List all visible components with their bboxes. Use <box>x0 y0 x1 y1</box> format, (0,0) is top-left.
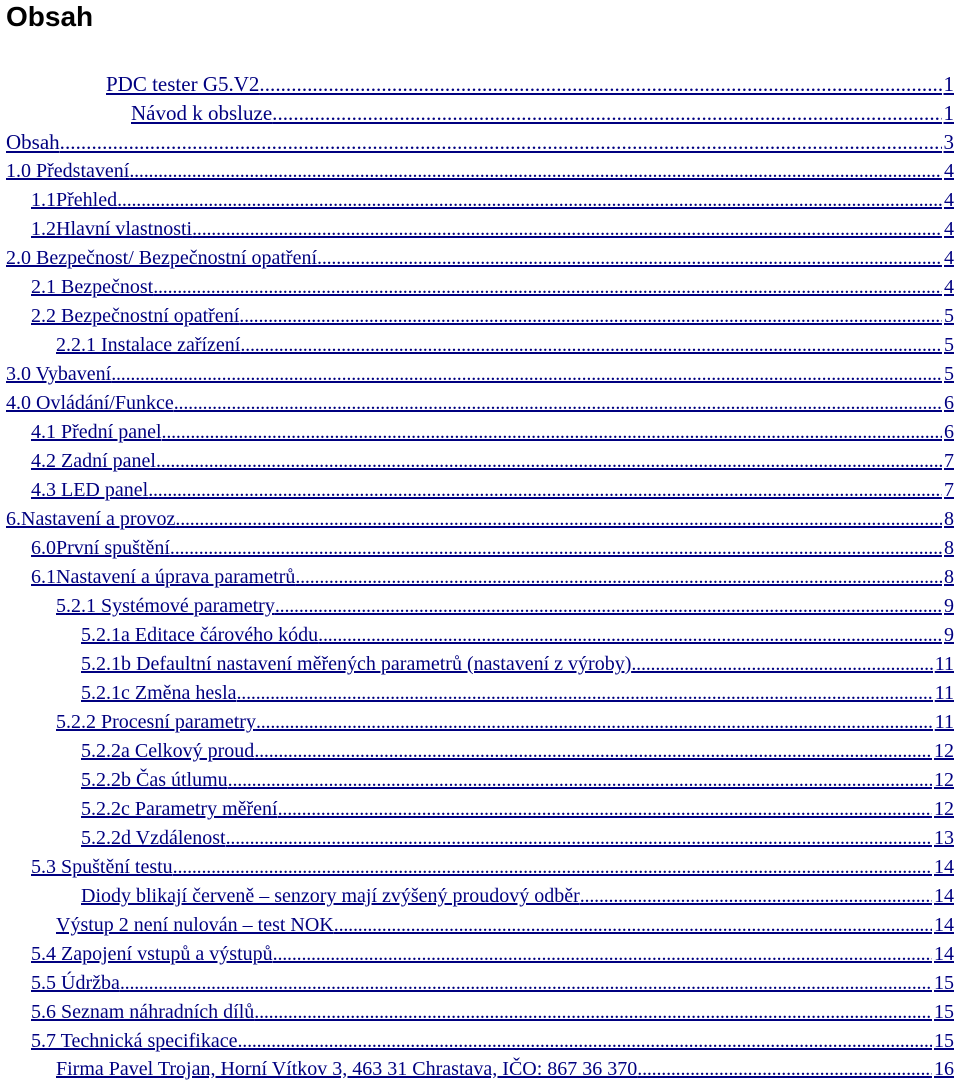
toc-entry[interactable] <box>56 594 954 618</box>
toc-entry-title: 5.5 Údržba <box>31 972 120 994</box>
toc-entry-title: 5.2.1b Defaultní nastavení měřených parametrů (nastavení z výroby) <box>81 653 632 675</box>
toc-entry-title: Firma Pavel Trojan, Horní Vítkov 3, 463 31 Chrastava, IČO: 867 36 370 <box>56 1058 638 1080</box>
toc-entry-title: 2.0 Bezpečnost/ Bezpečnostní opatření <box>6 247 318 269</box>
toc-entry-title: 2.1 Bezpečnost <box>31 276 154 298</box>
toc-entry-page: 8 <box>944 537 954 559</box>
toc-entry-title: 3.0 Vybavení <box>6 363 112 385</box>
toc-entry[interactable] <box>56 913 954 937</box>
toc-entry-page: 1 <box>943 72 954 96</box>
toc-entry-page: 15 <box>934 1001 954 1023</box>
toc-entry[interactable] <box>31 855 954 879</box>
toc-entry-page: 7 <box>944 450 954 472</box>
toc-entry-page: 16 <box>934 1058 954 1080</box>
toc-entry-title: 1.1Přehled <box>31 189 118 211</box>
toc-entry[interactable] <box>6 130 954 154</box>
toc-entry[interactable] <box>106 72 954 96</box>
toc-entry-title: 5.7 Technická specifikace <box>31 1030 238 1052</box>
toc-entry-title: 4.0 Ovládání/Funkce <box>6 392 174 414</box>
toc-entry-page: 14 <box>934 943 954 965</box>
toc-entry-title: 1.2Hlavní vlastnosti <box>31 218 193 240</box>
toc-entry-page: 4 <box>944 247 954 269</box>
toc-entry-page: 9 <box>944 624 954 646</box>
toc-entry[interactable] <box>131 101 954 125</box>
toc-entry[interactable] <box>6 507 954 531</box>
toc-entry[interactable] <box>81 681 954 705</box>
toc-entry-title: 5.2.2c Parametry měření <box>81 798 278 820</box>
toc-entry[interactable] <box>6 246 954 270</box>
toc-entry-title: 5.2.1a Editace čárového kódu <box>81 624 319 646</box>
toc-entry[interactable] <box>81 797 954 821</box>
toc-entry[interactable] <box>31 565 954 589</box>
toc-entry-title: 6.1Nastavení a úprava parametrů <box>31 566 296 588</box>
toc-entry-title: 5.2.1c Změna hesla <box>81 682 237 704</box>
toc-entry-page: 4 <box>944 276 954 298</box>
page-title: Obsah <box>6 1 94 32</box>
toc-entry-page: 13 <box>934 827 954 849</box>
toc-entry-title: 1.0 Představení <box>6 160 130 182</box>
toc-entry-title: 4.1 Přední panel <box>31 421 162 443</box>
toc-entry-page: 8 <box>944 508 954 530</box>
toc-entry-title: 5.2.2a Celkový proud <box>81 740 255 762</box>
toc-entry[interactable] <box>31 420 954 444</box>
toc-entry-page: 14 <box>934 885 954 907</box>
toc-entry-page: 4 <box>944 218 954 240</box>
toc-entry-page: 4 <box>944 160 954 182</box>
toc-entry-title: Návod k obsluze <box>131 101 273 125</box>
toc-entry-title: Výstup 2 není nulován – test NOK <box>56 914 334 936</box>
toc-entry[interactable] <box>81 623 954 647</box>
toc-entry[interactable] <box>6 362 954 386</box>
toc-entry-page: 5 <box>944 305 954 327</box>
toc-entry[interactable] <box>31 1000 954 1024</box>
toc-entry-title: 5.6 Seznam náhradních dílů <box>31 1001 255 1023</box>
toc-entry-title: 4.2 Zadní panel <box>31 450 156 472</box>
toc-entry[interactable] <box>81 768 954 792</box>
toc-entry[interactable] <box>31 942 954 966</box>
toc-entry-page: 6 <box>944 392 954 414</box>
toc-entry-title: 5.2.2d Vzdálenost <box>81 827 226 849</box>
toc-entry[interactable] <box>31 971 954 995</box>
toc-entry-title: 4.3 LED panel <box>31 479 149 501</box>
toc-entry[interactable] <box>81 884 954 908</box>
toc-entry-title: 5.3 Spuštění testu <box>31 856 173 878</box>
toc-entry[interactable] <box>31 188 954 212</box>
toc-entry-page: 14 <box>934 856 954 878</box>
toc-entry-page: 14 <box>934 914 954 936</box>
toc-entry-page: 9 <box>944 595 954 617</box>
toc-entry[interactable] <box>81 739 954 763</box>
toc-entry-page: 1 <box>943 101 954 125</box>
toc-entry-title: 6.Nastavení a provoz <box>6 508 176 530</box>
toc-entry[interactable] <box>56 710 954 734</box>
toc-entry-title: 5.2.2 Procesní parametry <box>56 711 256 733</box>
toc-entry-page: 6 <box>944 421 954 443</box>
toc-entry-title: Obsah <box>6 130 60 154</box>
toc-entry-page: 12 <box>934 769 954 791</box>
toc-entry-title: 2.2.1 Instalace zařízení <box>56 334 241 356</box>
toc-entry[interactable] <box>31 1029 954 1053</box>
toc-entry-page: 5 <box>944 363 954 385</box>
toc-entry[interactable] <box>31 217 954 241</box>
toc-entry-page: 5 <box>944 334 954 356</box>
toc-entry-title: 2.2 Bezpečnostní opatření <box>31 305 240 327</box>
toc-entry[interactable] <box>31 478 954 502</box>
toc-entry[interactable] <box>6 159 954 183</box>
toc-entry[interactable] <box>56 1057 954 1081</box>
toc-entry[interactable] <box>56 333 954 357</box>
toc-entry[interactable] <box>31 304 954 328</box>
toc-entry[interactable] <box>31 275 954 299</box>
toc-entry[interactable] <box>81 652 954 676</box>
toc-entry[interactable] <box>6 391 954 415</box>
toc-entry-page: 8 <box>944 566 954 588</box>
toc-entry-page: 7 <box>944 479 954 501</box>
toc-entry-page: 12 <box>934 740 954 762</box>
toc-entry[interactable] <box>31 536 954 560</box>
toc-entry-title: PDC tester G5.V2 <box>106 72 260 96</box>
toc-entry-page: 15 <box>934 1030 954 1052</box>
toc-entry-title: Diody blikají červeně – senzory mají zvýšený proudový odběr <box>81 885 580 907</box>
toc-entry-page: 15 <box>934 972 954 994</box>
toc-entry-title: 5.2.2b Čas útlumu <box>81 769 228 791</box>
toc-entry-page: 4 <box>944 189 954 211</box>
toc-entry-page: 12 <box>934 798 954 820</box>
toc-entry-title: 5.4 Zapojení vstupů a výstupů <box>31 943 273 965</box>
toc-entry-page: 11 <box>934 653 954 675</box>
toc-entry-title: 5.2.1 Systémové parametry <box>56 595 275 617</box>
toc-entry[interactable] <box>31 449 954 473</box>
toc-entry-page: 11 <box>934 682 954 704</box>
toc-entry-title: 6.0První spuštění <box>31 537 170 559</box>
toc-entry[interactable] <box>81 826 954 850</box>
toc-entry-page: 3 <box>943 130 954 154</box>
toc-entry-page: 11 <box>934 711 954 733</box>
